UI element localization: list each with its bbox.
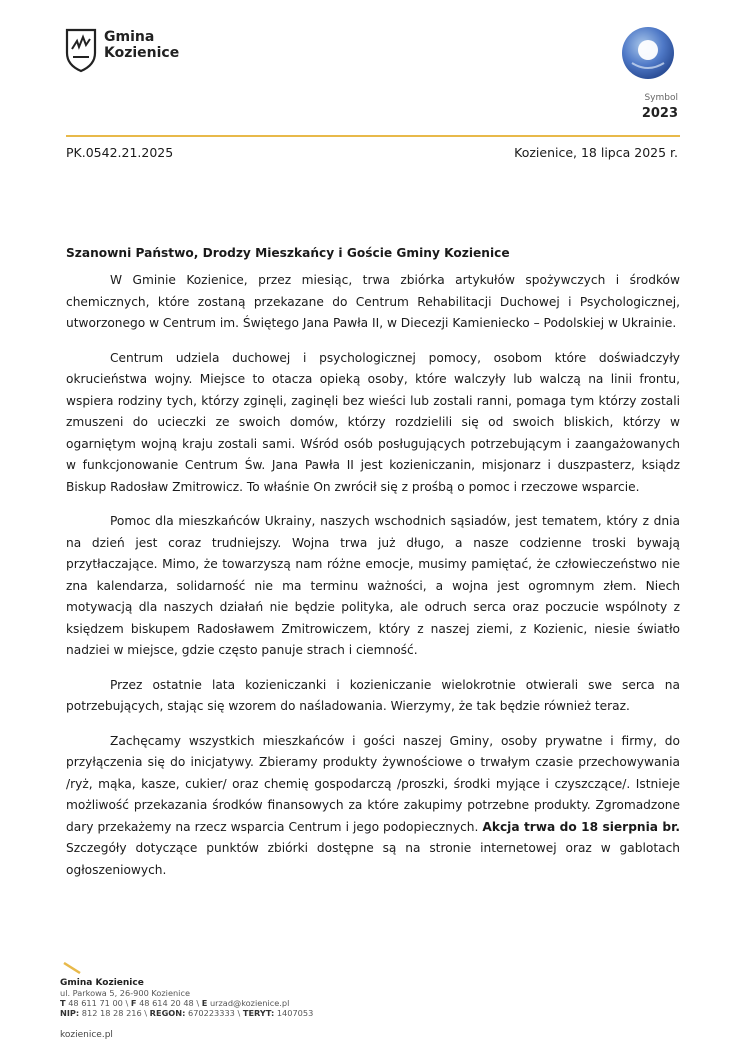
footer-address: ul. Parkowa 5, 26-900 Kozienice [60,988,190,998]
paragraph-5-text-a: Zachęcamy wszystkich mieszkańców i gości naszej Gminy, osoby prywatne i firmy, do przyłączenia się do inicjatywy. Zbieramy produkty żywnościowe o trwałym czasie przechowywania /ryż, mąka, kasze, cukier/ oraz chemię gospodarczą /proszki, środki myjące i czyszczące/. Istnieje możliwość przekazania środków finansowych za które zakupimy potrzebne produkty. Zgromadzone dary przekażemy na rzecz wsparcia Centrum i jego podopiecznych. [66,733,680,834]
email: urzad@kozienice.pl [209,998,290,1008]
footer [60,962,460,1040]
coat-of-arms-icon [64,27,98,73]
place-date: Kozienice, 18 lipca 2025 r. [514,145,678,160]
phone: 48 611 71 00 [68,998,123,1008]
paragraph-5-text-b: Szczegóły dotyczące punktów zbiórki dostępne są na stronie internetowej oraz w gablotach ogłoszeniowych. [66,841,680,877]
letter-greeting: Szanowni Państwo, Drodzy Mieszkańcy i Goście Gminy Kozienice [66,246,510,260]
reference-number: PK.0542.21.2025 [66,145,174,160]
logo-line-1: Gmina [104,29,155,45]
phone-label: T [60,998,66,1008]
logo-text [104,29,179,61]
paragraph-3: Pomoc dla mieszkańców Ukrainy, naszych wschodnich sąsiadów, jest tematem, który z dnia na dzień jest coraz trudniejszy. Wojna trwa już długo, a nasze codzienne troski bywają przytłaczające. Mimo, że towarzyszą nam różne emocje, musimy pamiętać, że człowieczeństwo nie zna kalendarza, solidarność nie ma terminu ważności, a wojna jest ogromnym złem. Niech motywacją dla naszych działań nie będzie polityka, ale odruch serca oraz poczucie wspólnoty z księdzem biskupem Radosławem Zmitrowiczem, który z naszej ziemi, z Kozienic, niesie światło nadziei w miejsce, gdzie często panuje strach i ciemność. [66,514,680,657]
teryt-label: TERYT: [242,1008,275,1018]
footer-website: kozienice.pl [60,1030,113,1040]
paragraph-2: Centrum udziela duchowej i psychologicznej pomocy, osobom które doświadczyły okrucieństwa wojny. Miejsce to otacza opieką osoby, które walczyły lub walczą na linii frontu, wspiera rodziny tych, którzy zginęli, zaginęli bez wieści lub zostali ranni, pomaga tym którzy zostali zmuszeni do ucieczki ze swoich domów, którzy rozdzielili się od swoich bliskich, którzy w ogarniętym wojną kraju zostali sami. Wśród osób posługujących potrzebującym i zaangażowanych w funkcjonowanie Centrum Św. Jana Pawła II jest kozieniczanin, misjonarz i duszpasterz, ksiądz Biskup Radosław Zmitrowicz. To właśnie On zwrócił się z prośbą o pomoc i rzeczowe wsparcie. [66,350,680,494]
paragraph-4: Przez ostatnie lata kozieniczanki i kozieniczanie wielokrotnie otwierali swe serca na potrzebujących, stając się wzorem do naśladowania. Wierzymy, że tak będzie również teraz. [66,677,680,713]
symbol-globe-icon [620,25,676,81]
gmina-logo [64,27,214,75]
symbol-year: 2023 [641,106,678,121]
nip-label: NIP: [60,1008,80,1018]
regon-label: REGON: [149,1008,186,1018]
email-label: E [201,998,208,1008]
paragraph-1: W Gminie Kozienice, przez miesiąc, trwa zbiórka artykułów spożywczych i środków chemicznych, które zostaną przekazane do Centrum Rehabilitacji Duchowej i Psychologicznej, utworzonego w Centrum im. Świętego Jana Pawła II, w Diecezji Kamieniecko – Podolskiej w Ukrainie. [66,273,680,330]
footer-org: Gmina Kozienice [60,978,144,988]
logo-line-2: Kozienice [104,45,180,61]
footer-contacts: T 48 611 71 00 \ F 48 614 20 48 \ E urzad@kozienice.pl [60,998,290,1008]
header-divider [66,135,680,137]
paragraph-5 [66,731,680,882]
letter-body [66,270,680,894]
symbol-label: Symbol [644,93,678,103]
fax: 48 614 20 48 [139,998,194,1008]
fax-label: F [130,998,137,1008]
nip: 812 18 28 216 [81,1008,142,1018]
teryt: 1407053 [276,1008,314,1018]
footer-accent-icon [62,962,82,974]
footer-registry: NIP: 812 18 28 216 \ REGON: 670223333 \ TERYT: 1407053 [60,1008,314,1018]
symbol-badge [608,25,680,125]
regon: 670223333 [188,1008,235,1018]
deadline-highlight: Akcja trwa do 18 sierpnia br. [482,819,681,834]
